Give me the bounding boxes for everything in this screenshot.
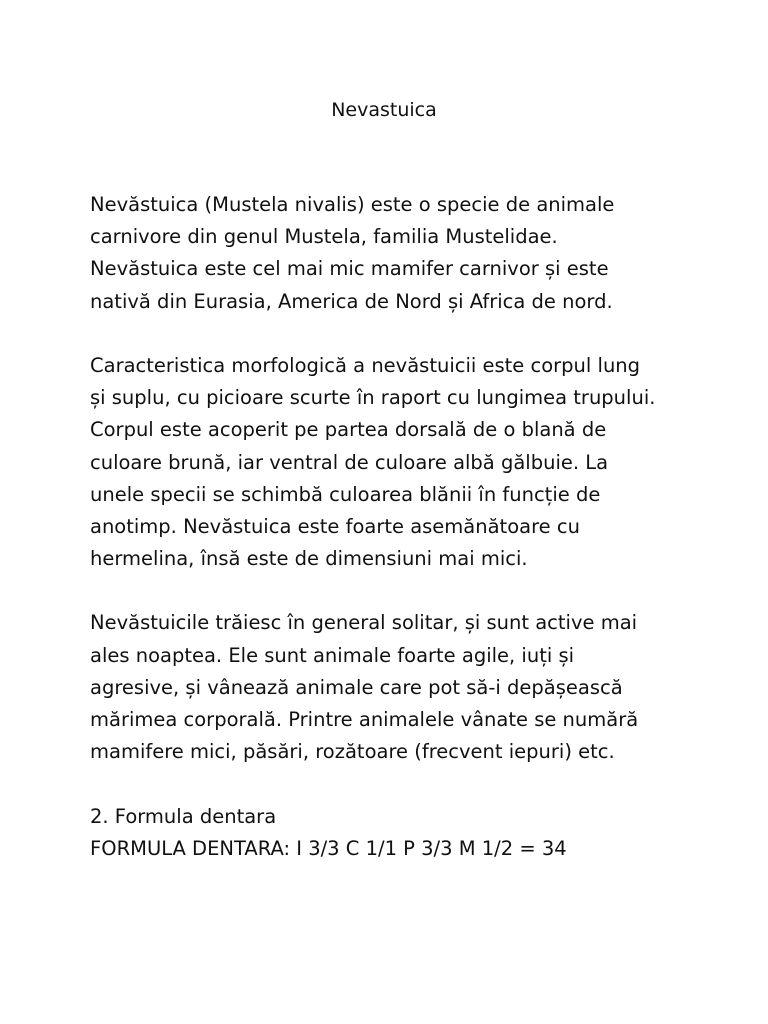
text-line: mărimea corporală. Printre animalele vânate se numără bbox=[90, 708, 639, 731]
paragraph-gap bbox=[90, 318, 730, 350]
text-line: Nevăstuica este cel mai mic mamifer carnivor și este bbox=[90, 257, 609, 281]
paragraph-dental-formula bbox=[90, 801, 730, 865]
dental-formula: FORMULA DENTARA: I 3/3 C 1/1 P 3/3 M 1/2 = 34 bbox=[90, 836, 567, 860]
text-line: mamifere mici, păsări, rozătoare (frecvent iepuri) etc. bbox=[90, 740, 615, 764]
paragraph-gap bbox=[90, 768, 730, 800]
paragraph-gap bbox=[90, 575, 730, 607]
document-body bbox=[90, 189, 730, 865]
text-line: și suplu, cu picioare scurte în raport cu lungimea trupului. bbox=[90, 386, 656, 410]
text-line: nativă din Eurasia, America de Nord și Africa de nord. bbox=[90, 289, 613, 313]
text-line: ales noaptea. Ele sunt animale foarte agile, iuți și bbox=[90, 643, 575, 667]
section-heading: 2. Formula dentara bbox=[90, 804, 277, 828]
text-line: hermelina, însă este de dimensiuni mai mici. bbox=[90, 547, 528, 571]
text-line: unele specii se schimbă culoarea blănii în funcție de bbox=[90, 482, 601, 506]
paragraph-morphology bbox=[90, 350, 730, 575]
text-line: Nevăstuicile trăiesc în general solitar, și sunt active mai bbox=[90, 611, 638, 635]
text-line: Caracteristica morfologică a nevăstuicii este corpul lung bbox=[90, 353, 641, 377]
text-line: Nevăstuica (Mustela nivalis) este o specie de animale bbox=[90, 193, 615, 216]
text-line: carnivore din genul Mustela, familia Mustelidae. bbox=[90, 225, 558, 249]
text-line: culoare brună, iar ventral de culoare albă gălbuie. La bbox=[90, 450, 609, 474]
text-line: anotimp. Nevăstuica este foarte asemănătoare cu bbox=[90, 514, 580, 538]
text-line: Corpul este acoperit pe partea dorsală de o blană de bbox=[90, 418, 607, 442]
paragraph-intro bbox=[90, 189, 730, 318]
paragraph-behavior bbox=[90, 607, 730, 768]
text-line: agresive, și vânează animale care pot să-i depășească bbox=[90, 675, 623, 699]
document-title: Nevastuica bbox=[331, 99, 437, 121]
